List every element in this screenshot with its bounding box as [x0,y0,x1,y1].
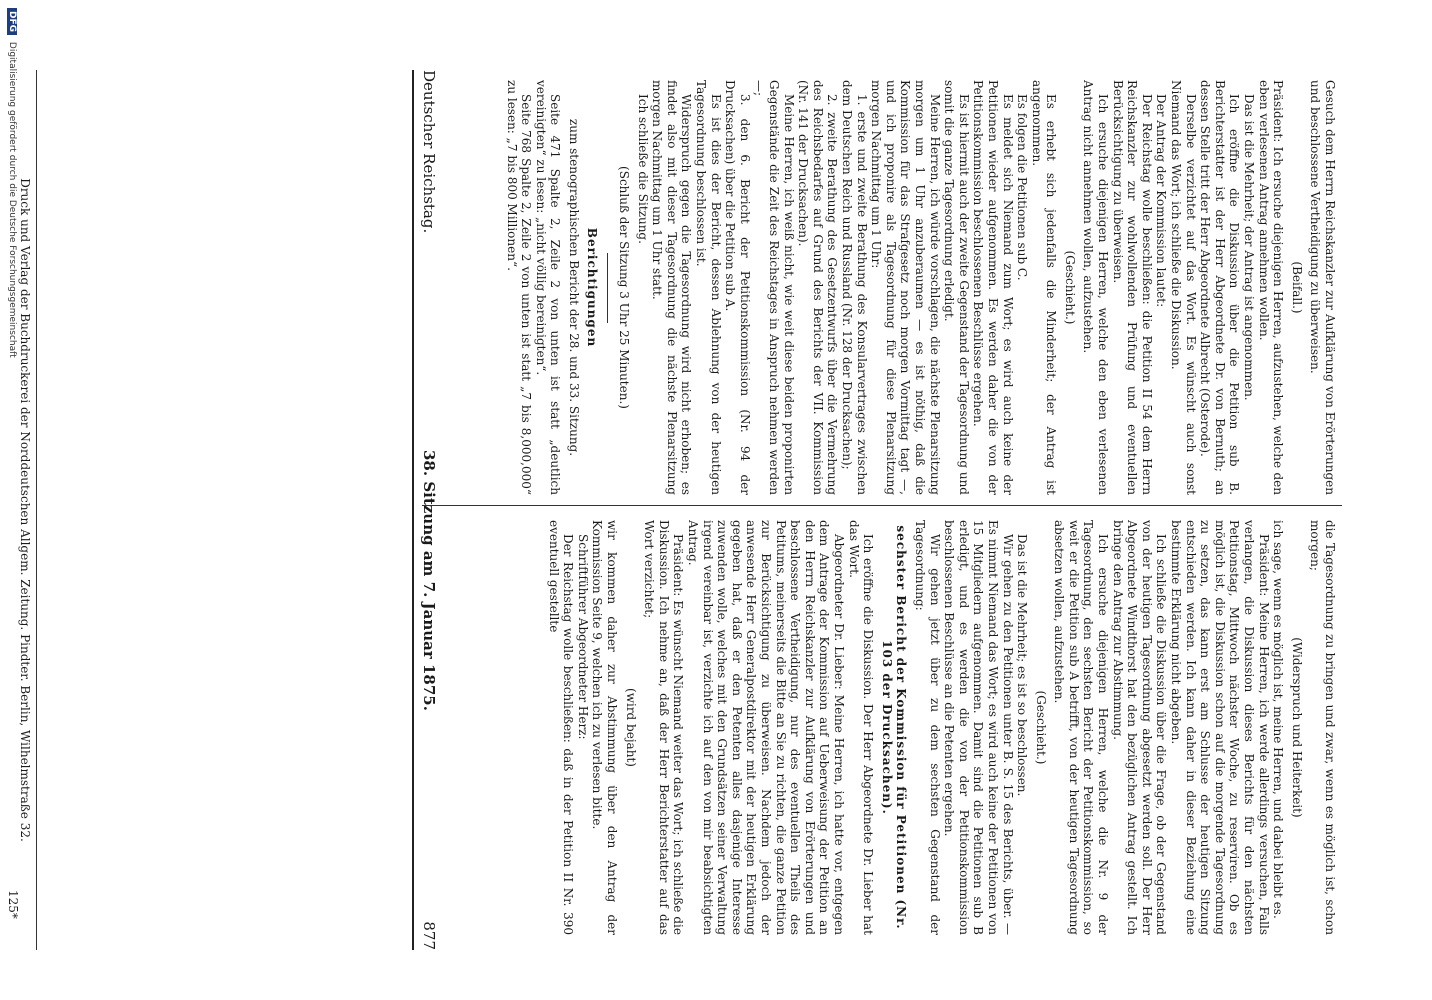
paragraph: Es ist dies der Bericht, dessen Ablehnung von der heutigen Tagesordnung beschlossen ist. [694,80,723,495]
paragraph: ich sage, wenn es möglich ist, meine Herren, und dabei bleibt es. [1271,520,1286,919]
header-rule [412,70,414,950]
paragraph: zum stenographischen Bericht der 28. und 33. Sitzung. [566,118,581,457]
dfg-logo-icon: DFG [7,8,17,35]
imprint-footer [18,70,37,950]
paragraph: Der Reichstag wolle beschließen: daß in der Petition II Nr. 390 eventuell gestellte [546,520,576,935]
paragraph: Es meldet sich Niemand zum Wort; es wird auch keine der Petitionen wieder aufgenommen. Es werden daher die von der Petitionskommission beschlossenen Beschlüsse ergehen. [971,80,1015,495]
paragraph: Es erhebt sich jedenfalls die Minderheit; der Antrag ist angenommen. [1029,80,1059,495]
paragraph: 2. zweite Berathung des Gesetzentwurfs über die Vermehrung des Reichsbedarfes auf Grund des Berichts der VII. Kommission (Nr. 141 der Drucksachen). [796,80,840,495]
paragraph: Ich ersuche diejenigen Herren, welche die Nr. 9 der Tagesordnung, den sechsten Bericht der Petitionskommission, so weit er die Petition sub A betrifft, von der heutigen Tagesordnung absetzen wollen, aufzustehen. [1052,520,1111,935]
paragraph: (Schluß der Sitzung 3 Uhr 25 Minuten.) [617,166,632,409]
paragraph: Ich schließe die Diskussion über die Frage, ob der Gegenstand von der heutigen Tagesordnung abgesetzt werden soll. Der Herr Abgeordnete Windthorst hat den bezüglichen Antrag gestellt. Ich bringe den Antrag zur Abstimmung. [1110,520,1169,935]
column-divider [422,505,1342,506]
paragraph: Das ist die Mehrheit; der Antrag ist angenommen. [1242,94,1257,401]
paragraph: Ich schließe die Sitzung. [635,94,650,244]
paragraph: Es folgen die Petitionen sub C. [1015,94,1030,281]
right-text-column [437,520,1337,935]
paragraph: Meine Herren, ich würde vorschlagen, die nächste Plenarsitzung morgen um 1 Uhr anzuberaumen — es ist nöthig, daß die Kommission für das Strafgesetz noch morgen Vormittag tagt —, und ich proponire als Tagesordnung für diese Plenarsitzung morgen Nachmittag um 1 Uhr: [869,80,942,495]
paragraph: Wir gehen jetzt über zu dem sechsten Gegenstand der Tagesordnung: [912,520,942,935]
section-rule [608,253,609,323]
paragraph: Präsident: Es wünscht Niemand weiter das Wort; ich schließe die Diskussion. Ich nehme an, daß der Herr Berichterstatter auf das Wort verzichtet; [642,520,686,935]
paragraph: 3. den 6. Bericht der Petitionskommission (Nr. 94 der Drucksachen) über die Petition sub A. [723,80,752,495]
paragraph: sechster Bericht der Kommission für Petitionen (Nr. 103 der Drucksachen). [879,525,909,930]
paragraph: (Widerspruch und Heiterkeit) [1289,637,1304,818]
paragraph: Ich ersuche diejenigen Herren, welche den eben verlesenen Antrag nicht annehmen wollen, aufzustehen. [1081,80,1111,495]
paragraph: die Tagesordnung zu bringen und zwar, wenn es möglich ist, schon morgen; [1308,520,1337,935]
paragraph: 1. erste und zweite Berathung des Konsularvertrages zwischen dem Deutschen Reich und Russland (Nr. 128 der Drucksachen); [840,80,869,495]
digitization-credit [7,8,17,358]
paragraph: Der Antrag der Kommission lautet: [1154,94,1169,308]
paragraph: (Beifall.) [1289,261,1304,314]
paragraph: Seite 471 Spalte 2, Zeile 2 von unten ist statt „deutlich vereinigten“ zu lesen: „nicht völlig bereinigten“. [533,80,563,495]
header-session: 38. Sitzung am 7. Januar 1875. [420,450,438,711]
paragraph: Derselbe verzichtet auf das Wort. Es wünscht auch sonst Niemand das Wort; ich schließe die Diskussion. [1169,80,1198,495]
paragraph: (Geschieht.) [1033,690,1048,765]
paragraph: Der Reichstag wolle beschließen: die Petition II 54 dem Herrn Reichskanzler zur wohlwollenden Prüfung und eventuellen Berücksichtigung zu überweisen. [1110,80,1154,495]
paragraph: Gesuch dem Herrn Reichskanzler zur Aufklärung von Erörterungen und beschlossene Vertheidigung zu überweisen. [1308,80,1337,495]
credit-text: Digitalisierung gefördert durch die Deutsche Forschungsgemeinschaft [7,41,17,358]
footer-rule [36,70,37,950]
paragraph: Meine Herren, ich weiß nicht, wie weit diese beiden proponirten Gegenstände die Zeit des Reichstages in Anspruch nehmen werden —; [752,80,796,495]
paragraph: Abgeordneter Dr. Lieber: Meine Herren, ich hatte vor, entgegen dem Antrage der Kommission auf Ueberweisung der Petition an den Herrn Reichskanzler zur Aufklärung von Erörterungen und beschlossene Vertheidigung, nur des eventuellen Theils des Petitums, meinerseits die Bitte an Sie zu richten, die ganze Petition zur Berücksichtigung zu überweisen. Nachdem jedoch der anwesende Herr Generalpostdirektor mit der heutigen Erklärung gegeben hat, daß er den Petenten alles dasjenige Interesse zuwenden wolle, welches mit den Grundsätzen seiner Verwaltung irgend vereinbar ist, verzichte ich auf den von mir beabsichtigten Antrag. [686,520,846,935]
paragraph: Seite 768 Spalte 2, Zeile 2 von unten ist statt „7 bis 8,000,000“ zu lesen: „7 bis 800 Millionen“. [504,80,534,495]
paragraph: (wird bejaht) [623,688,638,767]
header-left: Deutscher Reichstag. [420,70,438,234]
paragraph: Präsident: Ich ersuche diejenigen Herren, aufzustehen, welche den eben verlesenen Antrag annehmen wollen. [1256,80,1286,495]
imprint-text: Druck und Verlag der Buchdruckerei der Norddeutschen Allgem. Zeitung. Pindter. Berlin, Wilhelmstraße 32. [18,178,32,842]
paragraph: wir kommen daher zur Abstimmung über den Antrag der Kommission Seite 9, welchen ich zu verlesen bitte. [590,520,620,935]
paragraph: Ich eröffne die Diskussion. Der Herr Abgeordnete Dr. Lieber hat das Wort. [846,520,876,935]
paragraph: Das ist die Mehrheit; es ist so beschlossen. [1015,534,1030,797]
paragraph: Wir gehen zu den Petitionen unter B. S. 15 des Berichts, über. — Es nimmt Niemand das Wort; es wird auch keine der Petitionen von 15 Mitgliedern aufgenommen. Damit sind die Petitionen sub B erledigt, und es werden die von der Petitionskommission beschlossenen Beschlüsse an die Petenten ergehen. [942,520,1015,935]
paragraph: Widerspruch gegen die Tagesordnung wird nicht erhoben; es findet also mit dieser Tagesordnung die nächste Plenarsitzung morgen Nachmittag um 1 Uhr statt. [650,80,694,495]
paragraph: Präsident: Meine Herren, ich werde allerdings versuchen, Falls verlangen, die Diskussion dieses Berichts für den nächsten Petitionstag, Mittwoch nächster Woche, zu reserviren. Ob es möglich ist, die Diskussion schon auf die morgende Tagesordnung zu setzen, das kann erst am Schlusse der heutigen Sitzung entschieden werden. Ich kann daher in dieser Beziehung eine bestimmte Erklärung nicht abgeben. [1169,520,1271,935]
page-signature: 125* [6,890,20,919]
paragraph: Schriftführer Abgeordneter Herz: [575,534,590,740]
page-number: 877 [420,921,438,950]
paragraph: (Geschieht.) [1062,250,1077,325]
paragraph: Berichtigungen [585,227,600,348]
paragraph: Ich eröffne die Diskussion über die Petition sub B. Berichterstatter ist der Herr Abgeordnete Dr. von Bernuth; an dessen Stelle tritt der Herr Abgeordnete Albrecht (Osterode). [1198,80,1242,495]
left-text-column [437,80,1337,495]
paragraph: Es ist hiermit auch der zweite Gegenstand der Tagesordnung und somit die ganze Tagesordnung erledigt. [942,80,971,495]
page-header [416,70,438,950]
